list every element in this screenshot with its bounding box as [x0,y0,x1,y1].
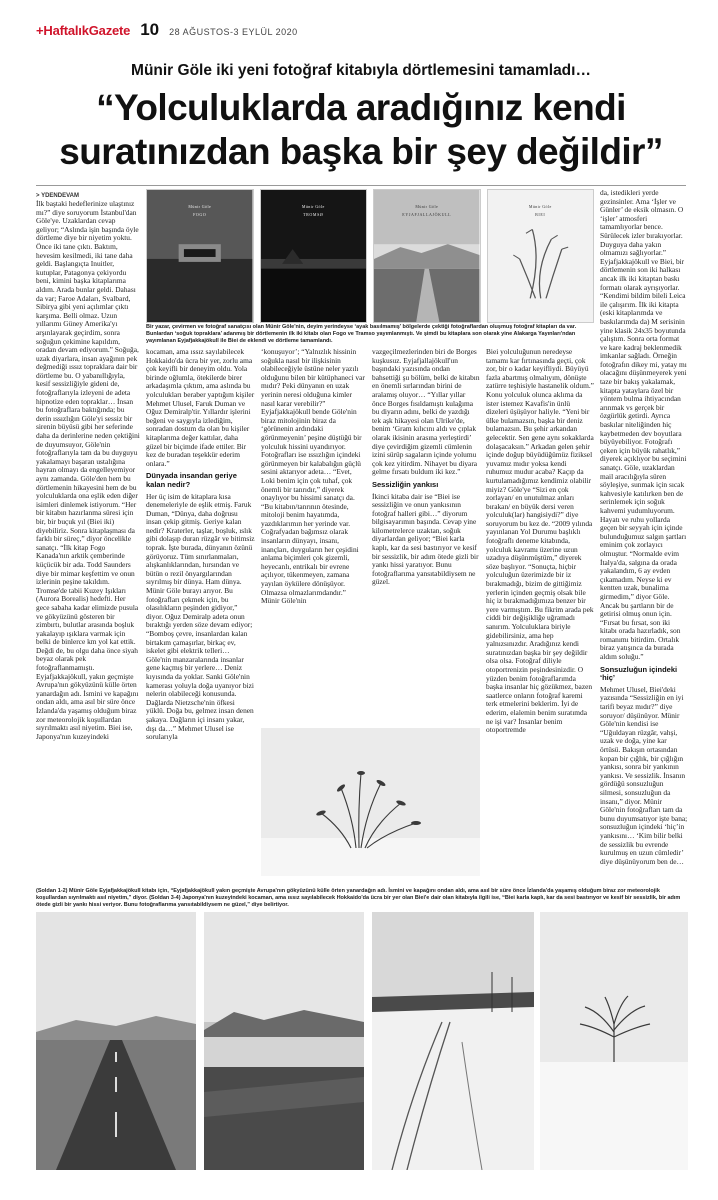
gallery-caption: (Soldan 1-2) Münir Göle Eyjafjakkajökull kitabı için, “Eyjafjakkajökull yakın geçmişte Avrupa'nın gökyüzünü külle örten yanardağın adı. İsmini ve kapağını ondan aldı, ama asıl bir süre önce İzlanda'da yaşamış olduğum biraz zor meteorolojik koşullardan sıyrılmaktı asıl niyetim,” diyor. (Soldan 3-4) Japonya'nın kuzeyindeki kocaman, ama ıssız sayılabilecek Hokkaido'da ücra bir yer olan Biei'e dair olan kitabıyla ilgili ise, “Biei karla kaplı, kar da sesi bastırıyor ve kesif bir sessizlik, bir adım ötede gizli bir yankı hissi veriyor. Bunu fotoğraflarıma yansıtabildiysem ne güzel,” diye belirtiyor. [36,888,681,908]
issue-date: 28 AĞUSTOS-3 EYLÜL 2020 [169,27,298,37]
book-title: TROMSØ [303,212,324,217]
eyjafjallajokull-photo [374,190,480,322]
book-title: FOGO [193,212,207,217]
article-column-6 [600,189,688,882]
gallery-photo-snow-tracks [372,912,534,1170]
column-text: da, istedikleri yerde gezinsinler. Ama ‘İşler ve Günler’ de eksik olmasın. O ‘işler’ atmosferi tamamlıyorlar bence. Sürülecek izler bırakıyorlar. Duyguya daha yakın olmamızı sağlıyorlar.” Eyjafjakkajökull ve Biei, bir dörtlemenin son iki halkası ancak ilk iki kitaptan baskı formatı olarak ayrışıyorlar. “Kendimi bildim bileli Leica ile çalışırım. İlk iki kitapta (eski kitaplarımda ve baskılarımda da) M serisinin yine klasik 24x35 boyutunda çalıştım. Sonra orta format ve kare kadraj beklenmedik imkanlar sağladı. Örneğin fotoğrafın dikey mi, yatay mı olacağını düşünmeyerek yeni taze bir bakış yakalamak, kitapta yataylara özel bir yöntem bulma ihtiyacından arınmak vs gerçek bir özgürlük getirdi. Ayrıca baskılar niteliğinden hiç kaybetmeden dev boyutlara büyüyebiliyor. Fotoğrafı çeken için büyük rahatlık,” diyerek açıklıyor bu seçimini sanatçı. Göle, uzaklardan mail aracılığıyla süren söyleşiye, sunmak için sıcak kahvesiyle katılırken ben de serinlemek için soğuk kahvemi yudumluyorum. Hayatı ve ruhu yollarda geçen bir seyyah için içinde bulunduğumuz salgın şartları eminim çok zorlayıcı olmuştur. “Normalde evim İtalya'da, salgına da orada yakalandım, 6 ay evden çıkamadım. Neyse ki ev kentten uzak, bunalima girmedim,” diyor Göle. Ancak bu şartların bir de getirisi olmuş onun için. “Fırsat bu fırsat, son iki kitabı orada hazırladık, son romanımı bitirdim. Ortalık biraz yatışınca da burada aldım soluğu.” [600,189,687,662]
tromso-photo [261,190,367,322]
book-covers-caption: Bir yazar, çevirmen ve fotoğraf sanatçısı olan Münir Göle'nin, deyim yerindeyse ‘ayak basılmamış’ bölgelerde çektiği fotoğraflardan oluşmuş fotoğraf kitapları da var. Bunlardan ‘soğuk topraklara’ adanmış bir dörtlemenin ilk iki kitabı olan Fogo ve Tramso yayımlanmıştı. Ve şimdi bu kitaplara son olarak yine Alakarga Yayınları'ndan yayımlanan Eyjafjakkajökull ile Biei de eklendi ve dörtleme tamamlandı. [146,324,577,344]
column-text: Mehmet Ulusel, Biei'deki yazısında “Sessizliğin en iyi tarifi beyaz mıdır?” diye soruyor/ düşünüyor. Münir Göle'nin kendisi ise “Uğuldayan rüzgâr, vahşi, uzak ve doğa, yine kar örtüsü. Bakışın ortasından kopan bir çığlık, bir çığlığın yankısı, sonra bir yankının yankısı. Ve sessizlik. İnsanın gördüğü sonsuzluğun silmesi, sonsuzluğun da insanı,” diyor. Münir Göle'nin fotoğrafları tam da bunu duyumsatıyor işte bana; sonsuzluğun içindeki ‘hiç’in yankısını… ‘Kim bilir belki de sessizlik bu evrende kurulmuş en uzun cümledir’ diye düşünüyorum ben de… [600,684,688,866]
book-cover-tromso [260,189,368,323]
page-number: 10 [140,20,160,39]
subheading-silence: Sessizliğin yankısı [372,479,439,489]
biei-photo [488,190,594,322]
byline: > YDENDEVAM [36,193,79,199]
column-text: İkinci kitaba dair ise “Biei ise sessizliğin ve onun yankısının fotoğraf halleri gibi…” diyorum bilgisayarımın başında. Cevap yine kilometrelerce uzaktan, soğuk diyarlardan geliyor; “Biei karla kaplı, kar da sesi bastırıyor ve kesif bir sessizlik, bir adım ötede gizli bir yankı hissi yaratıyor. Bunu fotoğraflarıma yansıtabildiysem ne güzel. [372,491,479,587]
headline-line-2: suratınızdan başka bir şey değildir” [59,131,663,172]
road-image [36,912,196,1170]
gallery-photo-lone-tree [540,912,688,1170]
gallery-photo-lake [204,912,364,1170]
book-cover-biei [487,189,595,323]
column-text: vazgeçilmezlerinden biri de Borges kuşkusuz. Eyjafjallajökull'un başındaki yazısında ondan bahsettiği şu bölüm, belki de kitabın en önemli sırlarından birini de aralamış oluyor… “Yıllar yıllar önce Borges fısıldamıştı kulağıma bu diyarın adını, belki de yazdığı tek aşk hikayesi olan Ulrike'de, benim ‘Gram kılıcını aldı ve çıplak olarak ikisinin arasına yerleştirdi’ diye çevirdiğim gizemli cümlenin izini sürüp sagaların içinde yolumu çok kez yitirdim. Nihayet bu diyara gelme fırsatı buldum iki kez.” [372,348,480,477]
column-text: İlk baştaki hedeflerinize ulaştınız mı?” diye soruyorum İstanbul'dan Göle'ye. Uzaklardan cevap geliyor; “Aslında işin başında öyle dörtleme diye bir niyetim yoktu. Önce iki tane çıktı. Baktım, hevesim kesilmedi, iki tane daha geldi. Başlangıçta Inuitler, kutuplar, Patagonya çekiyordu beni, kimini başka kitaplarıma aldım. Arada bunlar geldi. Dahası da var; Faroe Adaları, Svalbard, Sibirya gibi yeni açılımlar çıktı karşıma. Belli olmaz. Uzun yıllarımı Güney Amerika'yı arşınlayarak geçirdim, sonra soğuğun çekimine kapıldım, oradan devam ediyorum.” Soğuğa, uzak diyarlara, insan ayağının pek değmediği ıssız topraklara dair bir dörtleme bu. O yabanıllığıyla, kesif sessizliğiyle gideni de, fotoğraflarıyla izleyeni de adeta hipnotize eden topraklar… İnsan bu fotoğraflara baktığında; bu derin ıssızlığın Göle'yi sessiz bir sirenin büyüsü gibi her seferinde daha da derinlerine neden çektiğini de duyumsuyor, Göle'nin fotoğraflarıyla tam da bu duyguyu yakalamayı başaran ustalığına hayran olmayı da engelleyemiyor aynı zamanda. Göle'den hem bu dörtlemenin hikayesini hem de bu yolculuklarda ona eşlik eden diğer isimleri dinlemek istiyorum. “Her bir kitabın hazırlanma süresi için bir, bir buçuk yıl (Biei iki) diyebiliriz. Sonra kitaplaşması da farklı bir süreç,” diyor öncelikle sanatçı. “İlk kitap Fogo Kanada'nın arktik çemberinde küçücük bir ada. Todd Saunders diye bir mimar keşfettim ve onun izlerinin peşine takıldım. Tromsø'de tabii Kuzey Işıkları (Aurora Borealis) hedefti. Her gece sabaha kadar elimizde pusula ve gökyüzünü gösteren bir zimbırtı, bulutlar arasında boşluk yakalayıp ışıklara varmak için belki de binlerce km yol kat ettik. Değdi de, bu olgu daha önce siyah beyaz olarak pek fotoğraflanmamıştı. Eyjafjakkajökull, yakın geçmişte Avrupa'nın gökyüzünü külle örten yanardağın adı. İsmini ve kapağını ondan aldı, ama asıl bir süre önce İzlanda'da yaşamış olduğum biraz zor meteorolojik koşullardan sıyrılmaktı asıl niyetim. Biei ise, Japonya'nın kuzeyindeki [36,200,140,741]
article-column-4 [372,348,480,724]
book-author: Münir Göle [415,204,439,209]
article-headline [36,86,686,174]
snow-grass-photo [261,728,480,876]
article-kicker: Münir Göle iki yeni fotoğraf kitabıyla dörtlemesini tamamladı… [131,62,591,79]
book-covers-row [146,189,594,323]
column-text: kocaman, ama ıssız sayılabilecek Hokkaido'da ücra bir yer, zorlu ama çok keyifli bir deneyim oldu. Yola birinde oğlumla, ötekilerde birer arkadaşımla çıktım, ama aslında bu yolculukları beraber yaptığım kişiler Mehmet Ulusel, Faruk Duman ve Oğuz Demiralp'tir. Yıllardır işlerini beğeni ve saygıyla izlediğim, sonradan dostum da olan bu kişiler kitaplarıma değer kattılar, daha güzel bir biçimde ifade ettiler. Bir kez de buradan teşekkür ederim onlara.” [146,348,255,468]
snow-grass-image [261,728,480,876]
book-title: EYJAFJALLAJÖKULL [402,212,452,217]
book-cover-fogo [146,189,254,323]
article-column-5 [486,348,594,882]
book-author: Münir Göle [528,204,552,209]
book-author: Münir Göle [188,204,212,209]
headline-divider [36,185,686,186]
snow-tracks-image [372,912,534,1170]
newspaper-brand: +HaftalıkGazete [36,23,131,38]
masthead [36,20,298,40]
book-title: BIEI [535,212,546,217]
article-column-1 [36,200,140,882]
subheading-infinity: Sonsuzluğun içindeki ‘hiç’ [600,664,678,683]
gallery-photo-road [36,912,196,1170]
book-author: Münir Göle [301,204,325,209]
subheading-world: Dünyada insandan geriye kalan nedir? [146,471,237,489]
lake-image [204,912,364,1170]
headline-line-1: “Yolculuklarda aradığınız kendi [96,87,626,128]
article-column-3 [261,348,366,724]
lone-tree-image [540,912,688,1170]
column-text: Her üç isim de kitaplara kısa denemeleriyle de eşlik etmiş. Faruk Duman, “Dünya, daha doğrusu insan çekip gitmiş. Geriye kalan nedir? Kraterler, taşlar, boşluk, ıslık gibi dolaşıp duran rüzgâr ve bitimsiz toprak. İşte burada, dünyanın özünü görüyoruz. Tüm sınırlanmaları, alışkanlıklarından, hırsından ve bütün o rezil önyargılarından sıyrılmış bir dünya. Ham dünya. Münir Göle burayı arıyor. Bu fotoğrafları çekmek için, bu olasılıkların peşinden gidiyor,” diyor. Oğuz Demiralp adeta onun bıraktığı yerden söze devam ediyor; “Bomboş çevre, insanlardan kalan birtakım çamaşırlar, birkaç ev, iskelet gibi elektrik telleri… Göle'nin manzaralarında insanlar gene kaçmış bir yerlere… Deniz kıyısında da yoklar. Sanki Göle'nin kamerası yoluyla doğa uyanıyor bizi nelerin olabileceği konusunda. Dağlarda Nietzsche'nin öfkesi yüklü. Doğa bu, gelmez insan denen şakaya. Dağların içi insanı yakar, dışı da…” Mehmet Ulusel ise sorularıyla [146,491,255,742]
fogo-photo [147,190,253,322]
article-column-2 [146,348,255,882]
book-cover-eyjafjallajokull [373,189,481,323]
column-text: Biei yolculuğunun neredeyse tamamı kar fırtınasında geçti, çok zor, bir o kadar keyifliydi. Büyüyü fazla abartmış olmalıyım, dönüşte zatürre teşhisiyle hastanelik oldum.” Konu yolculuk olunca aklıma da ister istemez Kavafis'in ünlü dizeleri üşüşüyor haliyle. “Yeni bir ülke bulamazsın, başka bir deniz bulamazsın. Bu şehir arkandan gelecektir. Sen gene aynı sokaklarda dolaşacaksın.” Arkadan gelen şehir içinde doğup büyüdüğümüz fiziksel yuvamız mıdır yoksa kendi ruhumuz mudur acaba? Kaçıp da kurtulamadığımız kendimiz olabilir miyiz? Göle'ye “Sizi en çok zorlayan/ en unutulmaz anları bırakan/ en büyük dersi veren yolculuk(lar) hangisiydi?” diye soruyorum bu kez de. “2009 yılında yayınlanan Yol Durumu başlıklı fotoğraflı deneme kitabında, yolculuk kavramı üzerine uzun uzadıya düşünmüştüm,” diyerek söze başlıyor. “Sonuçta, hiçbir yolculuğun üzerimizde bir iz bırakmadığı, bizim de gittiğimiz yerlerin içinden geçmiş olsak bile hiç iz bırakmadığımıza benzer bir yere varmıştım. Bu fikrim arada pek ciddi bir değişikliğe uğramadı sanırım. Yolculuklara biriyle gidebilirsiniz, ama hep yalnızsınızdır. Aradığınız kendi suratınızdan başka bir şey değildir olsa olsa. Fotoğraf diliyle otoportrenizin peşindesinizdir. O yüzden benim fotoğraflarımda başka insanlar hiç gözükmez, bazen saatlerce onların fotoğraf karemi terk etmelerini beklerim. İyi de ederim, elalemin benim suratımda ne işi var? İnsanlar benim otoportremde [486,348,594,735]
column-text: ‘konuşuyor’; “Yalnızlık hissinin soğukla nasıl bir ilişkisinin olabileceğiyle üstüne neler yazılı olduğunu bilen bir kütüphaneci var mıdır? Peki dünyanın en uzak yerinin neresi olduğuna kimler nasıl karar verebilir?” Eyjafjakkajökull bende Göle'nin biraz mitolojinin biraz da ‘görünenin ardındaki görünmeyenin’ peşine düştüğü bir yolculuk hissini uyandırıyor. Fotoğrafları ise ıssızlığın içindeki görünmeyen bir kalabalığın güçlü sesini aktarıyor adeta… “Evet, Loki benim için çok tuhaf, çok önemli bir tanrıdır,” diyerek onaylıyor bu hissimi sanatçı da. “Bu kitabın/tanrının ötesinde, mitoloji benim hayatımda, yazdıklarımın her yerinde var. Coğrafyadan bağımsız olarak insanların dünyayı, insanı, inançları, duyguların her çeşidini anlama biçimleri çok gizemli, heyecanlı, entrikalı bir evrene açılıyor, tükenmeyen, zamana yayılan öykülere dönüşüyor. Olmazsa olmazlarımdandır.” Münir Göle'nin [261,348,365,606]
